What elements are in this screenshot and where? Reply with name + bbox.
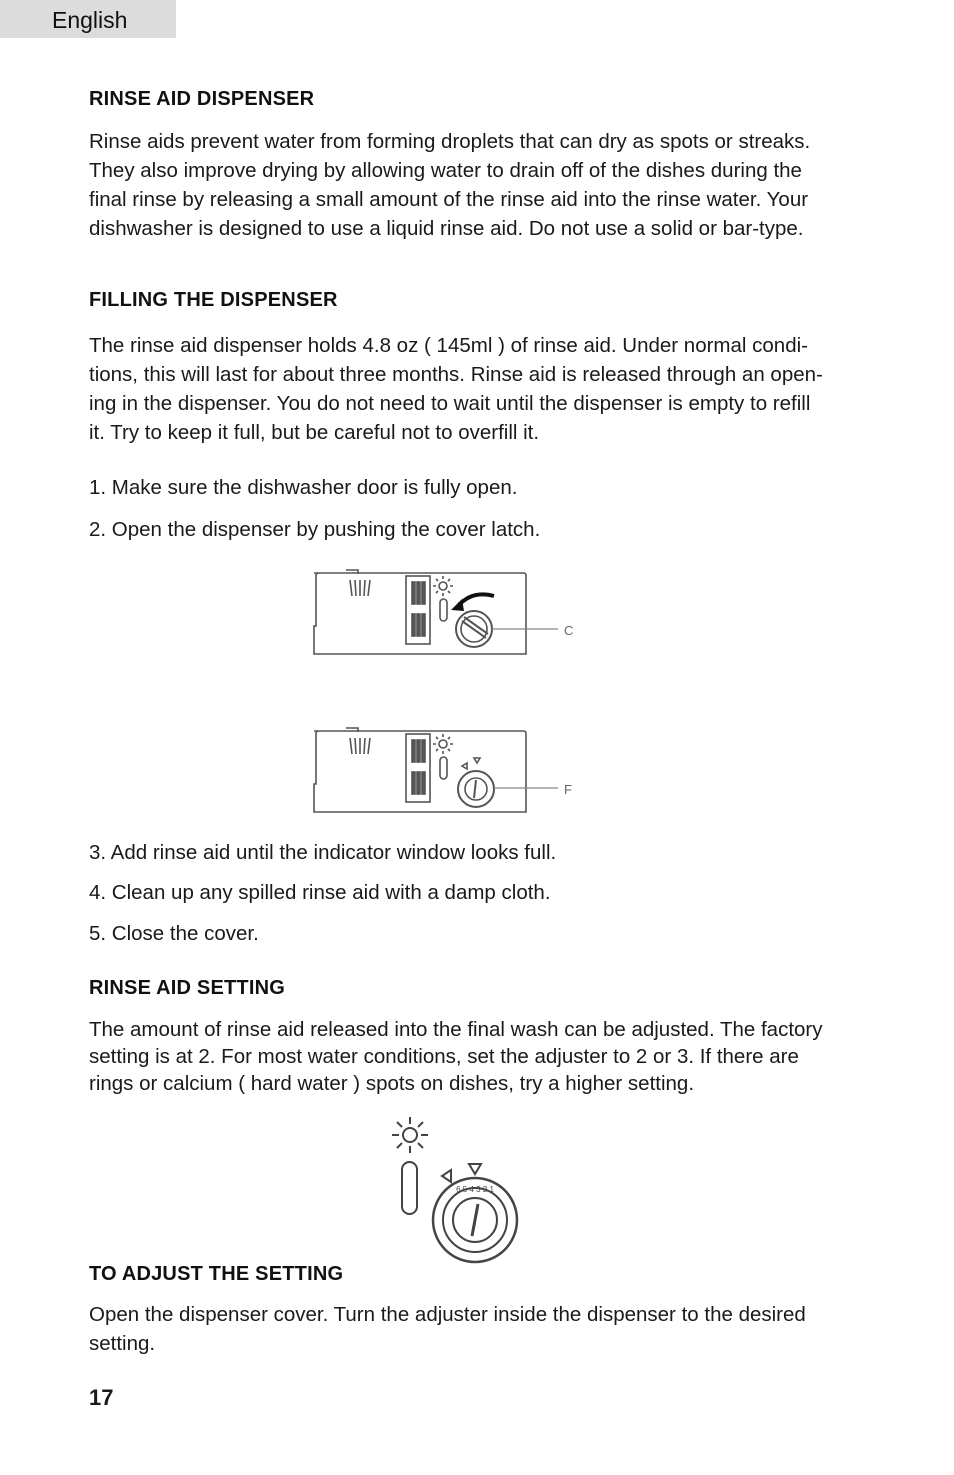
page-number: 17: [89, 1385, 114, 1410]
heading-rinse-aid-dispenser: RINSE AID DISPENSER: [89, 88, 315, 110]
paragraph-rinse-aid-intro: Rinse aids prevent water from forming droplets that can dry as spots or streaks. They also improve drying by allowing water to drain off of the dishes during the final rinse by releasing a small amount of the rinse aid into the rinse water. Your dishwasher is designed to use a liquid rinse aid. Do not use a solid or bar-type.: [89, 130, 811, 240]
step-4: 4. Clean up any spilled rinse aid with a damp cloth.: [89, 881, 551, 904]
heading-rinse-aid-setting: RINSE AID SETTING: [89, 977, 286, 999]
step-3: 3. Add rinse aid until the indicator window looks full.: [89, 841, 557, 864]
heading-adjust-setting: TO ADJUST THE SETTING: [89, 1263, 344, 1285]
heading-filling-dispenser: FILLING THE DISPENSER: [89, 289, 338, 311]
rinse-aid-adjuster-diagram: [385, 1114, 525, 1266]
label-f: F: [564, 782, 572, 797]
step-1: 1. Make sure the dishwasher door is fully open.: [89, 476, 518, 499]
paragraph-filling: The rinse aid dispenser holds 4.8 oz ( 145ml ) of rinse aid. Under normal condi- tions, this will last for about three months. Rinse aid is released through an open- ing in the dispenser. You do not need to wait until the dispenser is empty to refill it. Try to keep it full, but be careful not to overfill it.: [89, 334, 823, 444]
paragraph-setting: The amount of rinse aid released into the final wash can be adjusted. The factory setting is at 2. For most water conditions, set the adjuster to 2 or 3. If there are rings or calcium ( hard water ) spots on dishes, try a higher setting.: [89, 1018, 823, 1095]
dial-numbers: 6 5 4 3 2 1: [456, 1185, 494, 1194]
language-tab: English: [0, 0, 176, 38]
step-2: 2. Open the dispenser by pushing the cover latch.: [89, 518, 541, 541]
dispenser-diagram-f: [310, 724, 590, 819]
step-5: 5. Close the cover.: [89, 922, 259, 945]
label-c: C: [564, 623, 574, 638]
paragraph-adjust: Open the dispenser cover. Turn the adjuster inside the dispenser to the desired setting.: [89, 1303, 806, 1355]
dispenser-diagram-c: [310, 566, 590, 661]
